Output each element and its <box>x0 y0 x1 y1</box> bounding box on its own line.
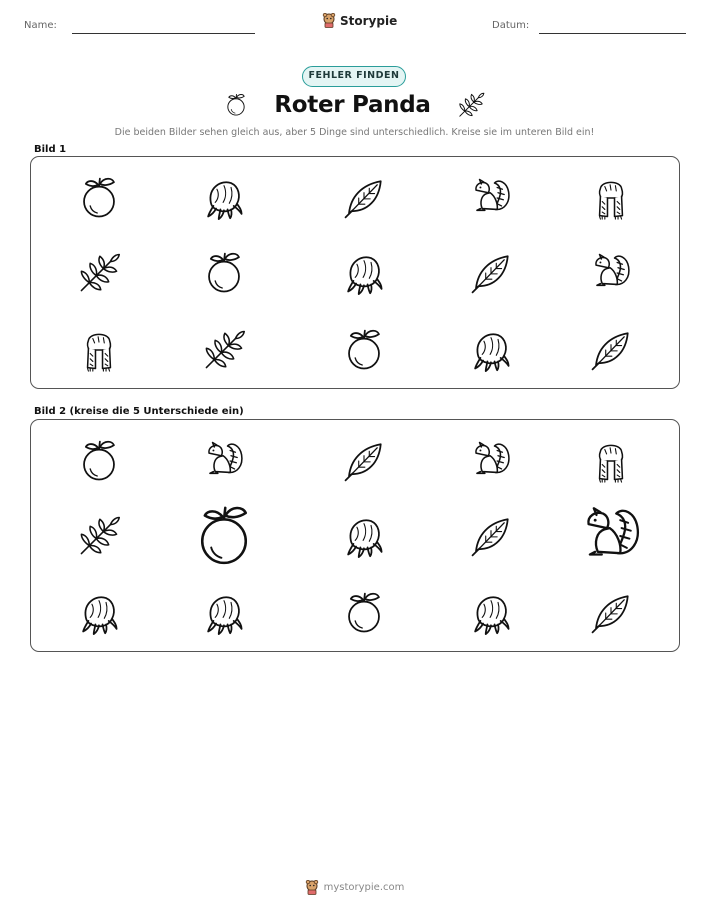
brand-name: Storypie <box>340 13 398 28</box>
apple-icon[interactable] <box>77 439 121 483</box>
squirrel-icon <box>589 251 633 295</box>
squirrel-icon[interactable] <box>202 439 246 483</box>
apple-icon <box>77 176 121 220</box>
squirrel-icon <box>469 176 513 220</box>
paw-icon[interactable] <box>342 514 386 558</box>
leaf-icon[interactable] <box>342 439 386 483</box>
paw-icon <box>202 176 246 220</box>
apple-icon <box>342 328 386 372</box>
scarf-icon <box>77 328 121 372</box>
paw-icon[interactable] <box>77 591 121 635</box>
apple-icon[interactable] <box>192 504 256 568</box>
branch-icon <box>202 328 246 372</box>
leaf-icon[interactable] <box>589 591 633 635</box>
branch-icon <box>77 251 121 295</box>
apple-icon[interactable] <box>342 591 386 635</box>
picture2-label: Bild 2 (kreise die 5 Unterschiede ein) <box>34 406 244 417</box>
name-line <box>72 33 255 34</box>
footer <box>0 880 709 895</box>
picture1-panel <box>30 156 680 389</box>
leaf-icon[interactable] <box>469 514 513 558</box>
date-label: Datum: <box>492 20 530 31</box>
name-label: Name: <box>24 20 57 31</box>
storypie-mascot-icon <box>322 13 336 28</box>
scarf-icon <box>589 176 633 220</box>
squirrel-icon[interactable] <box>469 439 513 483</box>
picture2-panel[interactable] <box>30 419 680 652</box>
branch-icon[interactable] <box>77 514 121 558</box>
leaf-icon <box>589 328 633 372</box>
title-row <box>0 91 709 119</box>
squirrel-icon[interactable] <box>578 503 644 569</box>
date-line <box>539 33 686 34</box>
activity-badge: FEHLER FINDEN <box>302 66 406 87</box>
page-title: Roter Panda <box>274 92 431 118</box>
apple-icon <box>202 251 246 295</box>
leaf-icon <box>469 251 513 295</box>
brand-logo <box>322 13 397 28</box>
paw-icon[interactable] <box>202 591 246 635</box>
storypie-mascot-icon <box>305 880 319 895</box>
paw-icon[interactable] <box>469 591 513 635</box>
picture1-label: Bild 1 <box>34 144 67 155</box>
footer-site: mystorypie.com <box>323 882 405 893</box>
paw-icon <box>469 328 513 372</box>
leaf-branch-icon <box>457 91 485 119</box>
instructions: Die beiden Bilder sehen gleich aus, aber 5 Dinge sind unterschiedlich. Kreise sie im unteren Bild ein! <box>114 127 595 138</box>
scarf-icon[interactable] <box>589 439 633 483</box>
leaf-icon <box>342 176 386 220</box>
apple-icon <box>224 93 248 117</box>
paw-icon <box>342 251 386 295</box>
